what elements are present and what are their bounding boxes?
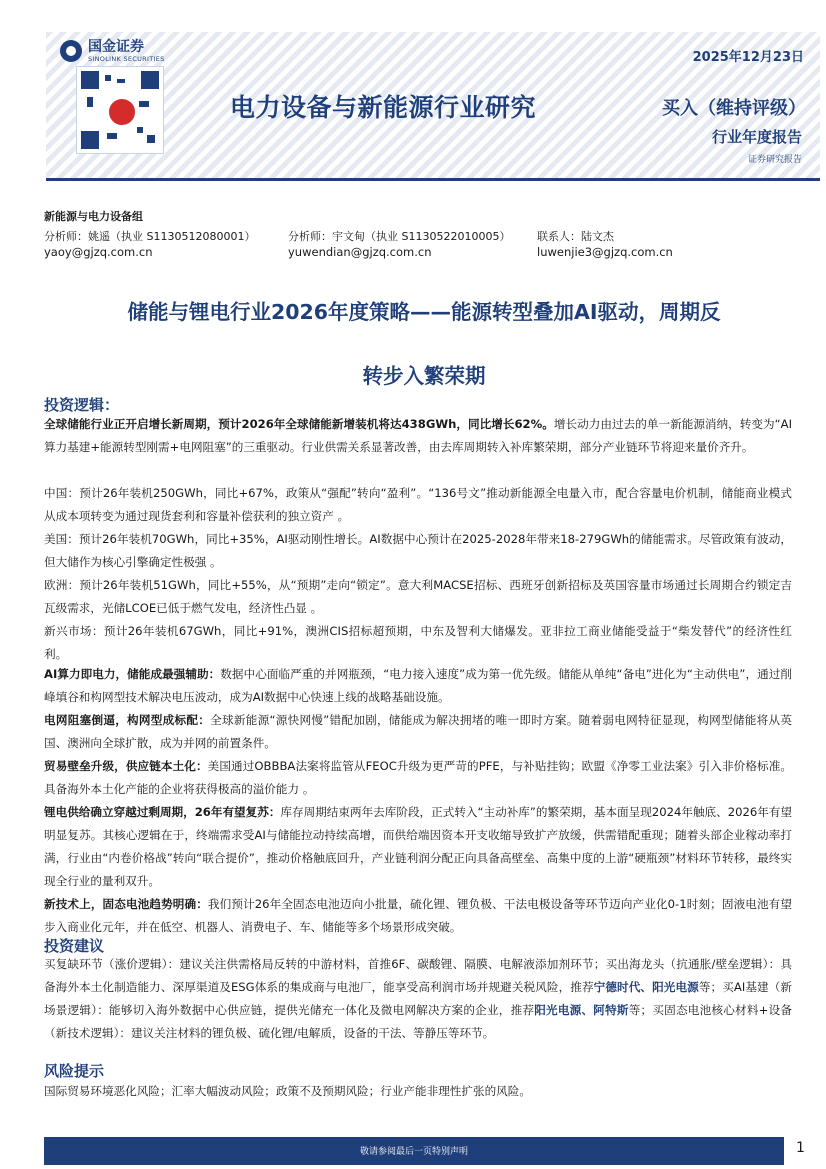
section-heading-advice: 投资建议	[44, 937, 105, 955]
advice-text: 等；买AI基建（新场景逻辑）：能够切入海外数据中心供应链，提供光储充一体化及微电网解决方案的企业，推荐	[44, 980, 792, 1017]
paragraph-advice	[44, 953, 792, 1045]
page-title	[44, 280, 804, 408]
advice-text: 等；买固态电池核心材料+设备（新技术逻辑）：建议关注材料的锂负极、硫化锂/电解质，设备的干法、等静压等环节。	[44, 1003, 792, 1040]
paragraph-global	[44, 413, 792, 459]
report-series: 证券研究报告	[747, 155, 802, 165]
section-heading-logic: 投资逻辑：	[44, 396, 120, 414]
paragraph-lead: 新技术上，固态电池趋势明确：	[44, 897, 208, 911]
paragraph-body: 库存周期结束两年去库阶段，正式转入“主动补库”的繁荣期，基本面呈现2024年触底、2026年有望明显复苏。其核心逻辑在于，终端需求受AI与储能拉动持续高增，而供给端因资本开支收缩导致扩产放缓，供需错配重现；随着头部企业稼动率打满，行业由“内卷价格战”转向“联合提价”，推动价格触底回升，产业链利润分配正向具备高壁垒、高集中度的上游“硬瓶颈”材料环节转移，最终实现全行业的量利双升。	[44, 805, 793, 888]
paragraph-lead: 锂电供给确立穿越过剩周期，26年有望复苏：	[44, 805, 281, 819]
paragraph-risk: 国际贸易环境恶化风险；汇率大幅波动风险；政策不及预期风险；行业产能非理性扩张的风险。	[44, 1084, 531, 1098]
contact-email[interactable]: luwenjie3@gjzq.com.cn	[537, 245, 673, 259]
analyst-2: 分析师：宇文甸（执业 S1130522010005）	[288, 230, 511, 243]
team-name: 新能源与电力设备组	[44, 210, 143, 223]
paragraph-body: 增长动力由过去的单一新能源消纳，转变为“AI算力基建+能源转型刚需+电网阻塞”的三重驱动。行业供需关系显著改善，由去库周期转入补库繁荣期，部分产业链环节将迎来量价齐升。	[44, 417, 793, 454]
paragraph-trade	[44, 755, 792, 801]
paragraph-lead: 贸易壁垒升级，供应链本土化：	[44, 759, 208, 773]
logo-mark-icon	[60, 40, 82, 62]
contact: 联系人：陆文杰	[537, 230, 614, 243]
paragraph-lead: 全球储能行业正开启增长新周期，预计2026年全球储能新增装机将达438GWh，同比增长62%。	[44, 417, 554, 431]
page-title-line-1: 储能与锂电行业2026年度策略——能源转型叠加AI驱动，周期反	[127, 300, 721, 324]
advice-stock-highlight: 阳光电源、阿特斯	[534, 1003, 629, 1017]
footer-disclaimer[interactable]: 敬请参阅最后一页特别声明	[359, 1147, 468, 1157]
paragraph-emerging: 新兴市场：预计26年装机67GWh，同比+91%，澳洲CIS招标超预期，中东及智利大储爆发。亚非拉工商业储能受益于“柴发替代”的经济性红利。	[44, 624, 792, 661]
advice-text: 买复缺环节（涨价逻辑）：建议关注供需格局反转的中游材料，首推6F、碳酸锂、隔膜、电解液添加剂环节；买出海龙头（抗通胀/壁垒逻辑）：具备海外本土化制造能力、深厚渠道及ESG体系的集成商与电池厂，能享受高利润市场并规避关税风险，推荐	[44, 957, 792, 994]
paragraph-body: 我们预计26年全固态电池迈向小批量，硫化锂、锂负极、干法电极设备等环节迈向产业化0-1时刻；固液电池有望步入商业化元年，并在低空、机器人、消费电子、车、储能等多个场景形成突破。	[44, 897, 792, 934]
paragraph-body: 全球新能源“源快网慢”错配加剧，储能成为解决拥堵的唯一即时方案。随着弱电网特征显现，构网型储能将从英国、澳洲向全球扩散，成为并网的前置条件。	[44, 713, 792, 750]
report-category-title: 电力设备与新能源行业研究	[230, 93, 537, 122]
report-type: 行业年度报告	[711, 128, 802, 146]
paragraph-china: 中国：预计26年装机250GWh，同比+67%，政策从“强配”转向“盈利”。“136号文”推动新能源全电量入市，配合容量电价机制，储能商业模式从成本项转变为通过现货套利和容量补偿获利的独立资产 。	[44, 486, 792, 523]
brand-seal-icon	[107, 97, 137, 127]
paragraph-europe: 欧洲：预计26年装机51GWh，同比+55%，从“预期”走向“锁定”。意大利MACSE招标、西班牙创新招标及英国容量市场通过长周期合约锁定吉瓦级需求，光储LCOE已低于燃气发电，经济性凸显 。	[44, 578, 792, 615]
paragraph-lead: 电网阻塞倒逼，构网型成标配：	[44, 713, 211, 727]
report-date: 2025年12月23日	[692, 50, 804, 65]
qr-code-icon	[76, 66, 164, 154]
paragraph-lead: AI算力即电力，储能成最强辅助：	[44, 667, 221, 681]
paragraph-ai-power	[44, 663, 792, 709]
rating-label: 买入（维持评级）	[662, 98, 806, 119]
paragraph-grid	[44, 709, 792, 755]
paragraph-us: 美国：预计26年装机70GWh，同比+35%，AI驱动刚性增长。AI数据中心预计在2025-2028年带来18-279GWh的储能需求。尽管政策有波动，但大储作为核心引擎确定性极强 。	[44, 532, 792, 569]
logo-name-cn: 国金证券	[88, 38, 144, 55]
logo-name-en: SINOLINK SECURITIES	[88, 54, 165, 63]
section-heading-risk: 风险提示	[44, 1062, 105, 1080]
analyst-1: 分析师：姚遥（执业 S1130512080001）	[44, 230, 256, 243]
paragraph-body: 数据中心面临严重的并网瓶颈，“电力接入速度”成为第一优先级。储能从单纯“备电”进化为“主动供电”，通过削峰填谷和构网型技术解决电压波动，成为AI数据中心快速上线的战略基础设施。	[44, 667, 792, 704]
paragraph-body: 美国通过OBBBA法案将监管从FEOC升级为更严苛的PFE，与补贴挂钩；欧盟《净零工业法案》引入非价格标准。具备海外本土化产能的企业将获得极高的溢价能力 。	[44, 759, 792, 796]
analyst-1-email[interactable]: yaoy@gjzq.com.cn	[44, 245, 153, 259]
paragraph-lithium	[44, 801, 792, 893]
analyst-2-email[interactable]: yuwendian@gjzq.com.cn	[288, 245, 432, 259]
company-logo	[60, 38, 210, 64]
advice-stock-highlight: 宁德时代、阳光电源	[593, 980, 699, 994]
page-number: 1	[796, 1140, 805, 1156]
paragraph-solid-state	[44, 893, 792, 939]
page-title-line-2: 转步入繁荣期	[362, 364, 486, 388]
